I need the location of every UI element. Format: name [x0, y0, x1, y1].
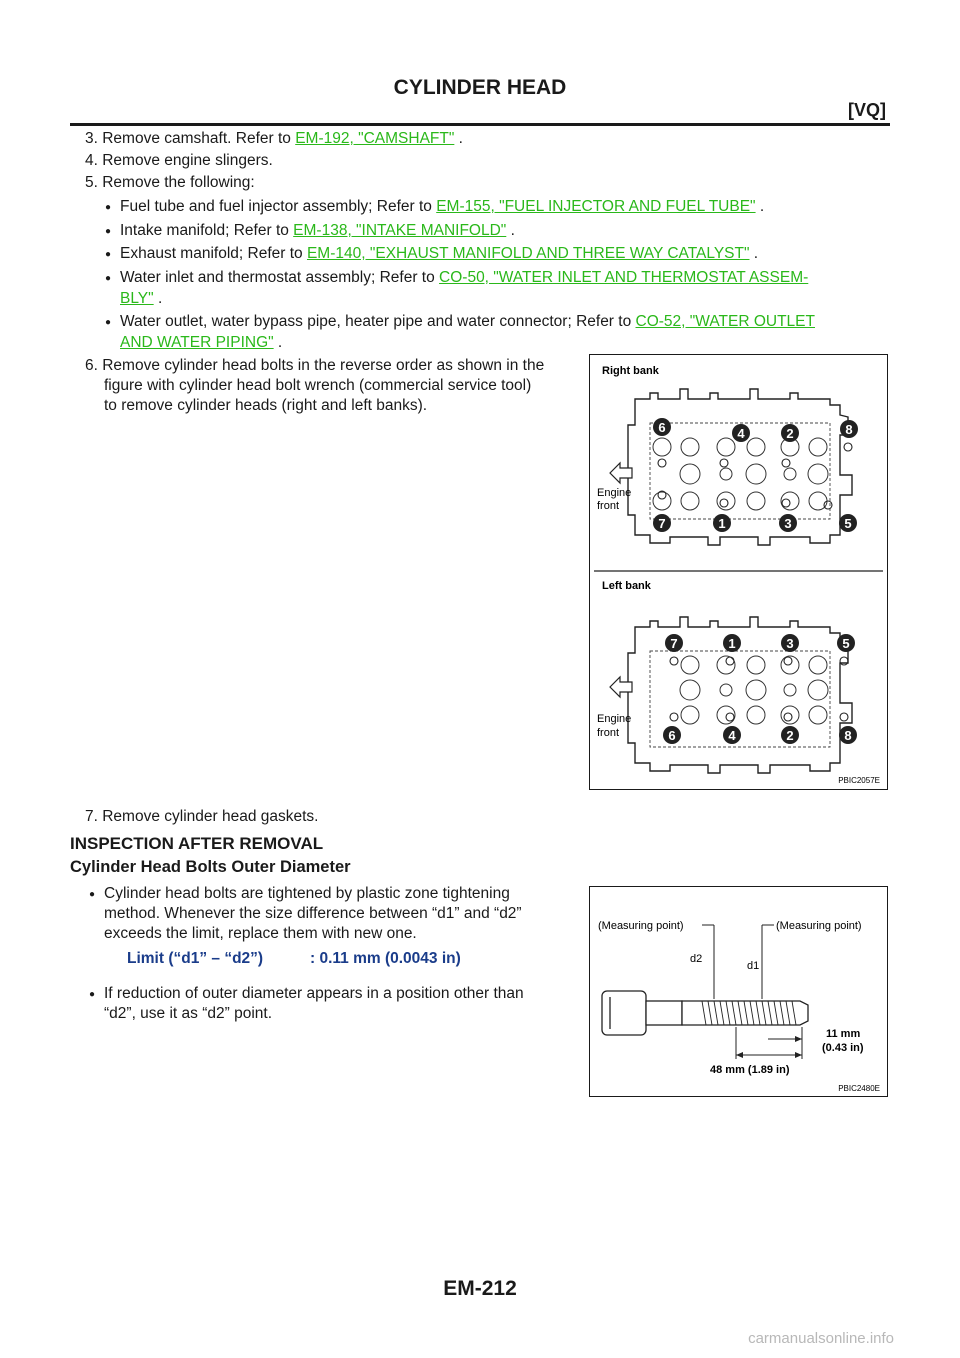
step-5: 5. Remove the following: — [85, 174, 255, 191]
figure-bolt-order — [589, 354, 888, 790]
svg-text:1: 1 — [718, 516, 726, 531]
bullet-fuel-tube: ● Fuel tube and fuel injector assembly; Refer to EM-155, "FUEL INJECTOR AND FUEL TUBE" . — [120, 197, 764, 216]
subsection-heading: Cylinder Head Bolts Outer Diameter — [70, 858, 351, 876]
svg-text:8: 8 — [844, 728, 852, 743]
svg-text:6: 6 — [658, 420, 666, 435]
svg-text:7: 7 — [658, 516, 666, 531]
svg-text:2: 2 — [786, 728, 794, 743]
label-dim-11mm-in: (0.43 in) — [822, 1042, 864, 1054]
limit-value: : 0.11 mm (0.0043 in) — [310, 950, 461, 967]
bullet-reduction-p2: “d2”, use it as “d2” point. — [104, 1005, 272, 1022]
label-right-bank: Right bank — [602, 365, 659, 377]
label-left-bank: Left bank — [602, 580, 651, 592]
label-measuring-point-right: (Measuring point) — [776, 920, 862, 932]
label-engine: Engine — [597, 487, 632, 499]
section-heading: INSPECTION AFTER REMOVAL — [70, 834, 324, 853]
bullet-water-outlet: ● Water outlet, water bypass pipe, heater pipe and water connector; Refer to CO-52, "WATER OUTLET — [120, 312, 815, 331]
bullet-tightening-p1: ● Cylinder head bolts are tightened by plastic zone tightening — [104, 884, 510, 903]
step-4: 4. Remove engine slingers. — [85, 152, 273, 169]
figure-code: PBIC2057E — [838, 776, 880, 785]
figure-code: PBIC2480E — [838, 1084, 880, 1093]
label-engine: Engine — [597, 713, 632, 725]
bullet-exhaust-manifold: ● Exhaust manifold; Refer to EM-140, "EXHAUST MANIFOLD AND THREE WAY CATALYST" . — [120, 244, 758, 263]
svg-text:8: 8 — [845, 422, 853, 437]
figure-bolt-order-drawing — [590, 355, 887, 789]
bullet-water-outlet-cont: AND WATER PIPING" . — [120, 334, 283, 351]
page-title: CYLINDER HEAD — [393, 76, 567, 99]
svg-text:4: 4 — [737, 426, 745, 441]
svg-text:6: 6 — [668, 728, 676, 743]
step-7: 7. Remove cylinder head gaskets. — [85, 808, 319, 825]
bullet-tightening-p2: method. Whenever the size difference between “d1” and “d2” — [104, 905, 522, 922]
link-water-outlet[interactable]: CO-52, "WATER OUTLET — [635, 313, 815, 330]
bullet-tightening-p3: exceeds the limit, replace them with new one. — [104, 925, 417, 942]
svg-text:3: 3 — [786, 636, 794, 651]
link-camshaft[interactable]: EM-192, "CAMSHAFT" — [295, 130, 455, 147]
label-dim-48mm: 48 mm (1.89 in) — [710, 1064, 790, 1076]
svg-text:2: 2 — [786, 426, 794, 441]
label-measuring-point-left: (Measuring point) — [598, 920, 684, 932]
step-3: 3. Remove camshaft. Refer to EM-192, "CAMSHAFT" . — [85, 130, 463, 147]
step-6-line-3: to remove cylinder heads (right and left banks). — [104, 397, 428, 414]
figure-bolt-measure — [589, 886, 888, 1097]
svg-text:1: 1 — [728, 636, 736, 651]
header-rule — [70, 123, 890, 126]
link-water-inlet[interactable]: CO-50, "WATER INLET AND THERMOSTAT ASSEM- — [439, 269, 809, 286]
label-d1: d1 — [747, 960, 760, 972]
svg-text:5: 5 — [842, 636, 850, 651]
svg-text:5: 5 — [844, 516, 852, 531]
bullet-intake-manifold: ● Intake manifold; Refer to EM-138, "INTAKE MANIFOLD" . — [120, 221, 515, 240]
label-front: front — [597, 727, 620, 739]
link-intake-manifold[interactable]: EM-138, "INTAKE MANIFOLD" — [293, 222, 507, 239]
svg-text:3: 3 — [784, 516, 792, 531]
step-6-line-1: 6. Remove cylinder head bolts in the reverse order as shown in the — [85, 357, 545, 374]
link-fuel-injector[interactable]: EM-155, "FUEL INJECTOR AND FUEL TUBE" — [436, 198, 756, 215]
link-exhaust-manifold[interactable]: EM-140, "EXHAUST MANIFOLD AND THREE WAY CATALYST" — [306, 245, 750, 262]
link-water-inlet-cont[interactable]: BLY" — [120, 290, 154, 307]
link-water-outlet-cont[interactable]: AND WATER PIPING" — [120, 334, 274, 351]
bullet-water-inlet-cont: BLY" . — [120, 290, 163, 307]
page-number: EM-212 — [443, 1277, 517, 1300]
section-code: [VQ] — [848, 100, 886, 120]
watermark: carmanualsonline.info — [748, 1330, 894, 1347]
label-dim-11mm: 11 mm — [826, 1028, 861, 1040]
bolt-drawing — [602, 991, 808, 1035]
svg-text:7: 7 — [670, 636, 678, 651]
figure-bolt-measure-drawing — [590, 887, 887, 1096]
bullet-reduction-p1: ● If reduction of outer diameter appears in a position other than — [104, 984, 524, 1003]
label-d2: d2 — [690, 953, 703, 965]
label-front: front — [597, 500, 620, 512]
bullet-water-inlet: ● Water inlet and thermostat assembly; Refer to CO-50, "WATER INLET AND THERMOSTAT ASSEM- — [120, 268, 808, 287]
step-6-line-2: figure with cylinder head bolt wrench (commercial service tool) — [104, 377, 532, 394]
limit-label: Limit (“d1” – “d2”) — [127, 950, 264, 967]
svg-text:4: 4 — [728, 728, 736, 743]
